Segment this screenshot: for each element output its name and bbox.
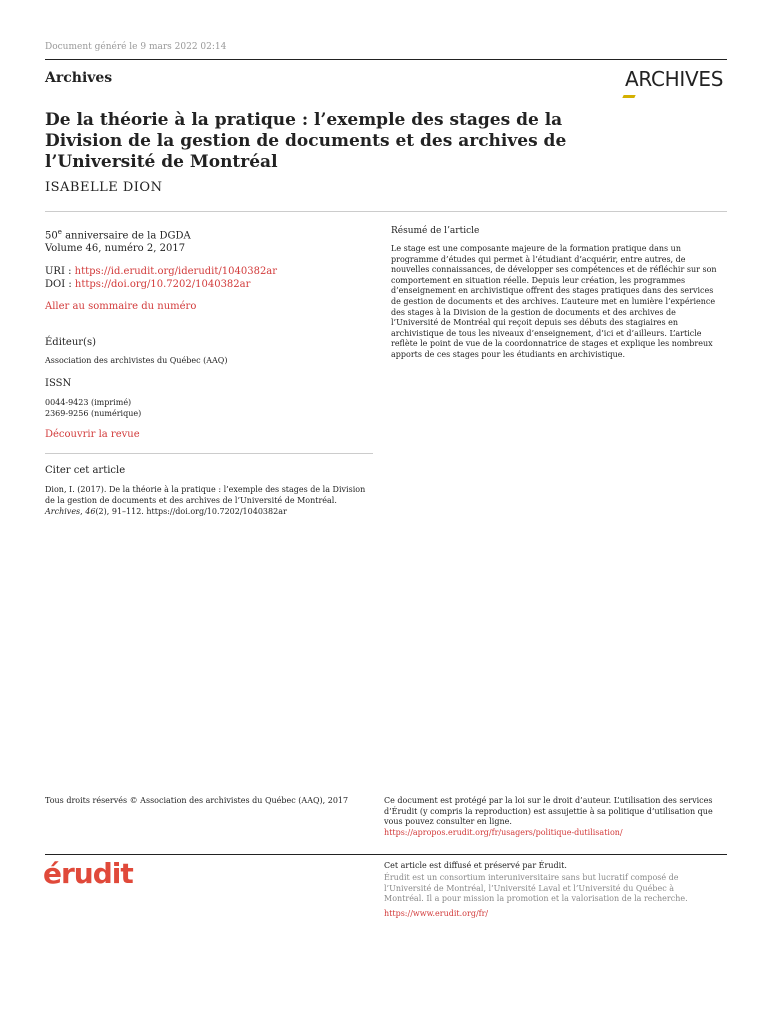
left-divider [45,453,373,454]
editeurs-name: Association des archivistes du Québec (AAQ) [45,356,228,365]
citation-text [45,484,375,517]
archives-logo[interactable] [625,67,723,91]
article-title: De la théorie à la pratique : l’exemple des stages de la Division de la gestion de documents et des archives de l’Université de Montréal [45,110,567,172]
erudit-logo[interactable]: érudit [43,857,133,890]
doi-label: DOI : [45,279,75,290]
issue-anniversary-text: anniversaire de la DGDA [61,230,191,242]
citation-sep: , [80,507,86,516]
sommaire-link[interactable]: Aller au sommaire du numéro [45,301,197,312]
editeurs-heading: Éditeur(s) [45,337,96,348]
issue-ordinal-sup: e [57,228,62,236]
issue-volume: Volume 46, numéro 2, 2017 [45,243,186,255]
resume-text: Le stage est une composante majeure de la formation pratique dans un programme d’études qui permet à l’étudiant d’acquérir, entre autres, de nouvelles connaissances, de développer ses compétences et de réfléchir sur son comportement en situation réelle. Depuis leur création, les programmes d’enseignement en archivistique offrent des stages pratiques dans des services de gestion de documents et des archives. L’auteure met en lumière l’expérience des stages à la Division de la gestion de documents et des archives de l’Université de Montréal qui reçoit depuis ses débuts des stagiaires en archivistique de tous les niveaux d’enseignement, d’ici et d’ailleurs. L’article reflète le point de vue de la coordonnatrice de stages et explique les nombreux apports de ces stages pour les étudiants en archivistique. [391,244,717,359]
logo-text: ARCHIVES [625,67,724,91]
protection-text: Ce document est protégé par la loi sur le droit d’auteur. L’utilisation des services d’Érudit (y compris la reproduction) est assujettie à sa politique d’utilisation que vous pouvez consulter en ligne. [384,796,713,827]
issue-ordinal: 50 [45,230,58,242]
issn-print: 0044-9423 (imprimé) [45,398,132,407]
citation-part-1: Dion, I. (2017). De la théorie à la pratique : l’exemple des stages de la Division de la gestion de documents et des archives de l’Université de Montréal. [45,485,366,505]
citation-heading: Citer cet article [45,465,126,476]
rights-notice: Tous droits réservés © Association des archivistes du Québec (AAQ), 2017 [45,796,349,805]
issn-values [45,397,141,419]
identifiers [45,265,277,291]
issn-heading: ISSN [45,378,72,389]
generated-date: Document généré le 9 mars 2022 02:14 [45,42,227,52]
citation-part-2: (2), 91–112. https://doi.org/10.7202/1040382ar [95,507,287,516]
issn-digital: 2369-9256 (numérique) [45,409,142,418]
issue-anniversary [45,226,191,242]
citation-journal: Archives [45,507,81,516]
citation-volume: 46 [85,507,96,516]
top-divider [45,59,727,60]
doi-link[interactable]: https://doi.org/10.7202/1040382ar [74,279,251,290]
consortium-text: Érudit est un consortium interuniversitaire sans but lucratif composé de l’Université de Montréal, l’Université Laval et l’Université du Québec à Montréal. Il a pour mission la promotion et la valorisation de la recherche. [384,873,688,904]
revue-link[interactable]: Découvrir la revue [45,429,140,440]
resume-heading: Résumé de l’article [391,226,480,236]
erudit-link[interactable]: https://www.erudit.org/fr/ [384,909,489,918]
uri-label: URI : [45,266,75,277]
protection-notice [384,796,714,838]
uri-link[interactable]: https://id.erudit.org/iderudit/1040382ar [74,266,278,277]
policy-link[interactable]: https://apropos.erudit.org/fr/usagers/politique-dutilisation/ [384,827,623,837]
journal-name: Archives [45,70,113,86]
article-author: ISABELLE DION [45,180,163,195]
section-divider [45,211,727,212]
diffusion-notice: Cet article est diffusé et préservé par Érudit. [384,861,567,870]
issue-info [45,226,191,255]
footer-divider [45,854,727,855]
